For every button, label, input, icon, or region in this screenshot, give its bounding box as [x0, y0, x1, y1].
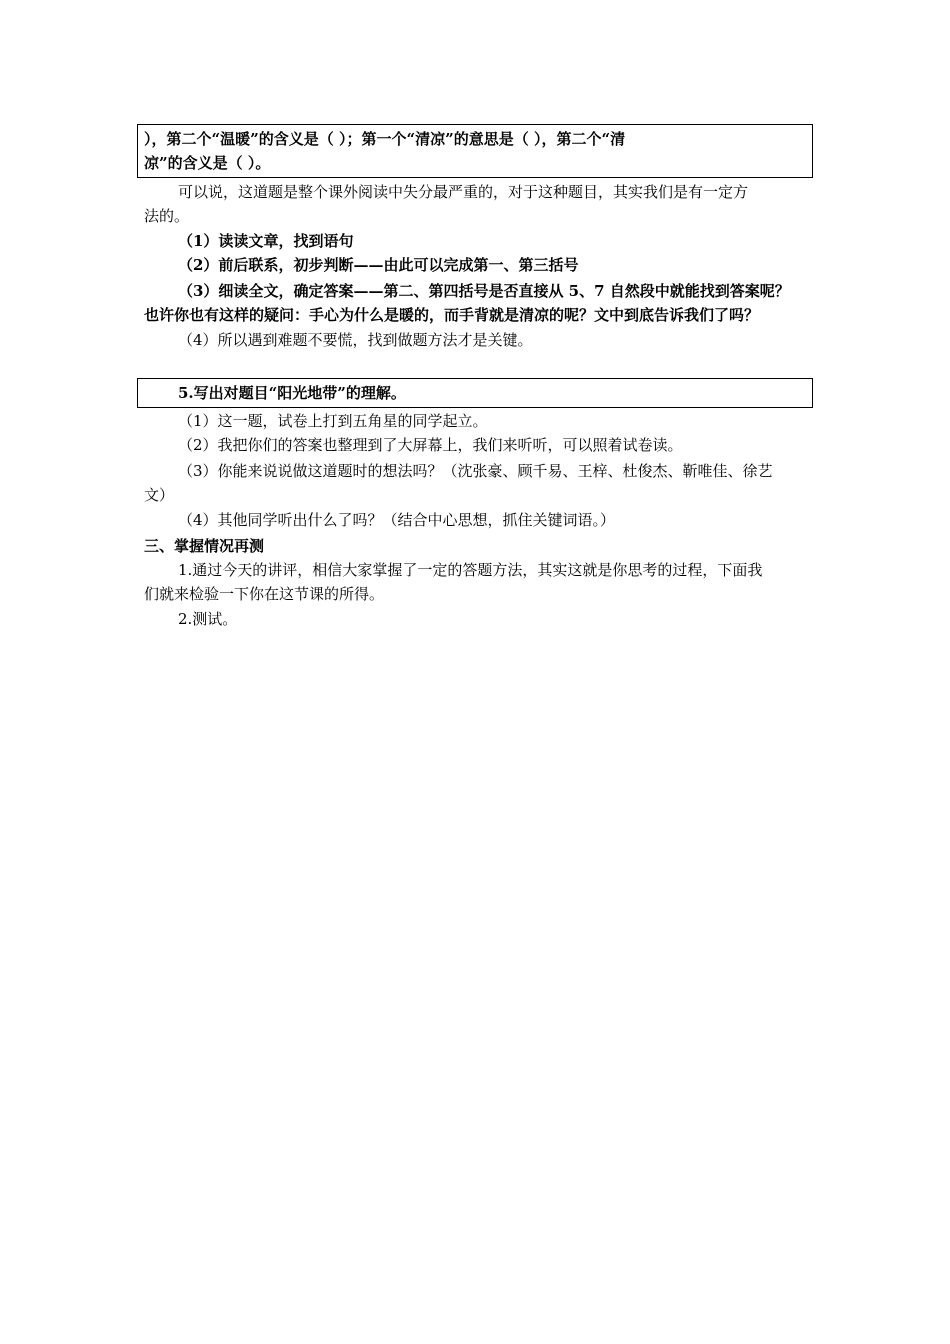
intro-line2: 法的。 — [144, 207, 190, 225]
q5-step-2: （2）我把你们的答案也整理到了大屏幕上，我们来听听，可以照着试卷读。 — [178, 436, 683, 454]
step-4: （4）所以遇到难题不要慌，找到做题方法才是关键。 — [178, 331, 533, 349]
step-3-line2: 也许你也有这样的疑问：手心为什么是暖的，而手背就是清凉的呢？文中到底告诉我们了吗？ — [144, 306, 760, 324]
question-box-1-line2: 凉”的含义是（ ）。 — [144, 154, 271, 172]
section-3-p2: 2.测试。 — [178, 610, 238, 628]
section-3-p1-line2: 们就来检验一下你在这节课的所得。 — [144, 585, 385, 603]
section-3-p1-line1: 1.通过今天的讲评，相信大家掌握了一定的答题方法，其实这就是你思考的过程，下面我 — [178, 561, 763, 579]
intro-line1: 可以说，这道题是整个课外阅读中失分最严重的，对于这种题目，其实我们是有一定方 — [178, 183, 749, 201]
step-3-line1: （3）细读全文，确定答案——第二、第四括号是否直接从 5、7 自然段中就能找到答案呢？ — [178, 282, 790, 300]
question-box-1-line1: ），第二个“温暖”的含义是（ ）；第一个“清凉”的意思是（ ），第二个“清 — [144, 130, 626, 148]
q5-step-3-line1: （3）你能来说说做这道题时的想法吗？（沈张豪、顾千易、王梓、杜俊杰、靳唯佳、徐艺 — [178, 462, 773, 480]
step-1: （1）读读文章，找到语句 — [178, 232, 354, 250]
q5-step-4: （4）其他同学听出什么了吗？（结合中心思想，抓住关键词语。） — [178, 511, 616, 529]
step-2: （2）前后联系，初步判断——由此可以完成第一、第三括号 — [178, 256, 579, 274]
section-3-heading: 三、掌握情况再测 — [144, 537, 265, 555]
q5-step-1: （1）这一题，试卷上打到五角星的同学起立。 — [178, 412, 488, 430]
q5-step-3-line2: 文） — [144, 486, 175, 504]
question-5-text: 5.写出对题目“阳光地带”的理解。 — [178, 384, 406, 402]
